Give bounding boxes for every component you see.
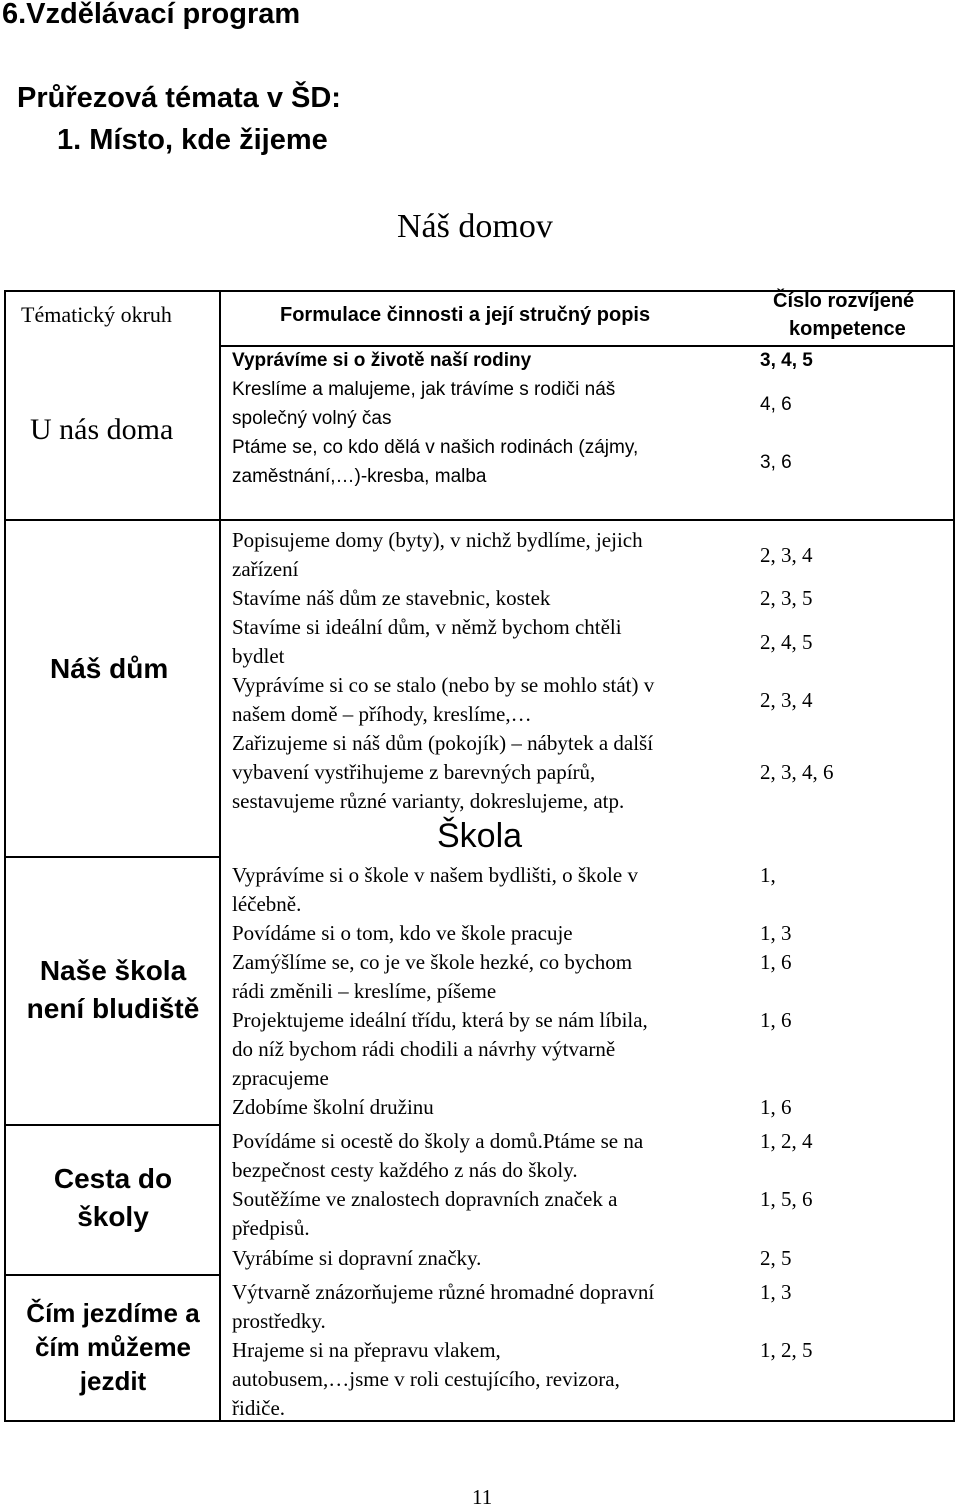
block-jezdime-line2: čím můžeme	[34, 1332, 192, 1362]
row-3-text-line1: Ptáme se, co kdo dělá v našich rodinách (zájmy,	[232, 437, 639, 458]
row-4-competence: 2, 3, 4	[760, 543, 813, 567]
row-11-text-line1: Zamýšlíme se, co je ve škole hezké, co bychom	[232, 950, 633, 974]
block-skola-line2: není bludiště	[26, 993, 200, 1024]
row-8-text-line1: Zařizujeme si náš dům (pokojík) – nábytek a další	[232, 731, 654, 755]
row-3-competence: 3, 6	[760, 452, 792, 473]
row-6-text-line2: bydlet	[232, 644, 285, 668]
row-8-text-line3: sestavujeme různé varianty, dokreslujeme, atp.	[232, 789, 625, 813]
block-nas-dum: Náš dům	[50, 653, 169, 684]
row-4-text-line2: zařízení	[232, 557, 299, 581]
row-10-text: Povídáme si o tom, kdo ve škole pracuje	[232, 921, 573, 945]
row-8-competence: 2, 3, 4, 6	[760, 760, 834, 784]
row-18-text-line3: řidiče.	[232, 1396, 286, 1420]
block-cesta-line1: Cesta do	[53, 1163, 173, 1194]
row-4-text-line1: Popisujeme domy (byty), v nichž bydlíme, jejich	[232, 528, 643, 552]
row-12-text-line2: do níž bychom rádi chodili a návrhy výtvarně	[232, 1037, 616, 1061]
row-11-text-line2: rádi změnili – kreslíme, píšeme	[232, 979, 497, 1003]
row-17-competence: 1, 3	[760, 1280, 792, 1304]
row-18-competence: 1, 2, 5	[760, 1338, 813, 1362]
header-competence-line2: kompetence	[789, 318, 906, 340]
block-cesta-line2: školy	[77, 1201, 149, 1232]
row-6-competence: 2, 4, 5	[760, 630, 813, 654]
row-13-competence: 1, 6	[760, 1095, 792, 1119]
row-12-text-line3: zpracujeme	[232, 1066, 329, 1090]
row-1-competence: 3, 4, 5	[760, 350, 813, 371]
subheading: Průřezová témata v ŠD:	[17, 82, 341, 114]
block-u-nas-doma: U nás doma	[30, 413, 174, 446]
row-9-competence: 1,	[760, 863, 776, 887]
row-2-text-line2: společný volný čas	[232, 408, 392, 429]
row-15-competence: 1, 5, 6	[760, 1187, 813, 1211]
block-skola-line1: Naše škola	[39, 955, 187, 986]
section-label-skola: Škola	[437, 817, 523, 855]
row-14-text-line2: bezpečnost cesty každého z nás do školy.	[232, 1158, 578, 1182]
table-bottom-border	[4, 1420, 955, 1422]
block-divider-2	[4, 856, 220, 858]
row-15-text-line1: Soutěžíme ve znalostech dopravních značek a	[232, 1187, 618, 1211]
row-3-text-line2: zaměstnání,…)-kresba, malba	[232, 466, 487, 487]
row-2-competence: 4, 6	[760, 394, 792, 415]
row-14-competence: 1, 2, 4	[760, 1129, 813, 1153]
row-7-competence: 2, 3, 4	[760, 688, 813, 712]
row-17-text-line2: prostředky.	[232, 1309, 326, 1333]
row-11-competence: 1, 6	[760, 950, 792, 974]
header-activity: Formulace činnosti a její stručný popis	[280, 304, 651, 326]
block-jezdime-line1: Čím jezdíme a	[26, 1298, 200, 1328]
block-jezdime-line3: jezdit	[79, 1366, 147, 1396]
block-divider-4	[4, 1274, 220, 1276]
row-13-text: Zdobíme školní družinu	[232, 1095, 434, 1119]
topic-title: Náš domov	[397, 208, 553, 245]
row-16-competence: 2, 5	[760, 1246, 792, 1270]
row-16-text: Vyrábíme si dopravní značky.	[232, 1246, 482, 1270]
row-9-text-line1: Vyprávíme si o škole v našem bydlišti, o škole v	[232, 863, 638, 887]
heading: 6.Vzdělávací program	[2, 0, 301, 30]
row-17-text-line1: Výtvarně znázorňujeme různé hromadné dopravní	[232, 1280, 655, 1304]
row-1-text: Vyprávíme si o životě naší rodiny	[232, 350, 532, 371]
row-5-text: Stavíme náš dům ze stavebnic, kostek	[232, 586, 551, 610]
row-15-text-line2: předpisů.	[232, 1216, 310, 1240]
row-7-text-line2: našem domě – příhody, kreslíme,…	[232, 702, 532, 726]
header-topic: Tématický okruh	[21, 302, 172, 327]
row-14-text-line1: Povídáme si ocestě do školy a domů.Ptáme se na	[232, 1129, 644, 1153]
block-divider-1	[4, 519, 955, 521]
row-10-competence: 1, 3	[760, 921, 792, 945]
row-6-text-line1: Stavíme si ideální dům, v němž bychom chtěli	[232, 615, 622, 639]
block-divider-3	[4, 1124, 220, 1126]
row-12-competence: 1, 6	[760, 1008, 792, 1032]
row-18-text-line2: autobusem,…jsme v roli cestujícího, revizora,	[232, 1367, 620, 1391]
row-8-text-line2: vybavení vystřihujeme z barevných papírů,	[232, 760, 596, 784]
row-12-text-line1: Projektujeme ideální třídu, která by se nám líbila,	[232, 1008, 648, 1032]
header-competence-line1: Číslo rozvíjené	[773, 290, 915, 312]
row-9-text-line2: léčebně.	[232, 892, 302, 916]
table-right-border	[953, 290, 955, 1422]
row-7-text-line1: Vyprávíme si co se stalo (nebo by se mohlo stát) v	[232, 673, 655, 697]
row-18-text-line1: Hrajeme si na přepravu vlakem,	[232, 1338, 501, 1362]
page-number: 11	[472, 1485, 493, 1509]
subheading-item: 1. Místo, kde žijeme	[57, 124, 328, 156]
row-2-text-line1: Kreslíme a malujeme, jak trávíme s rodiči náš	[232, 379, 616, 400]
row-5-competence: 2, 3, 5	[760, 586, 813, 610]
